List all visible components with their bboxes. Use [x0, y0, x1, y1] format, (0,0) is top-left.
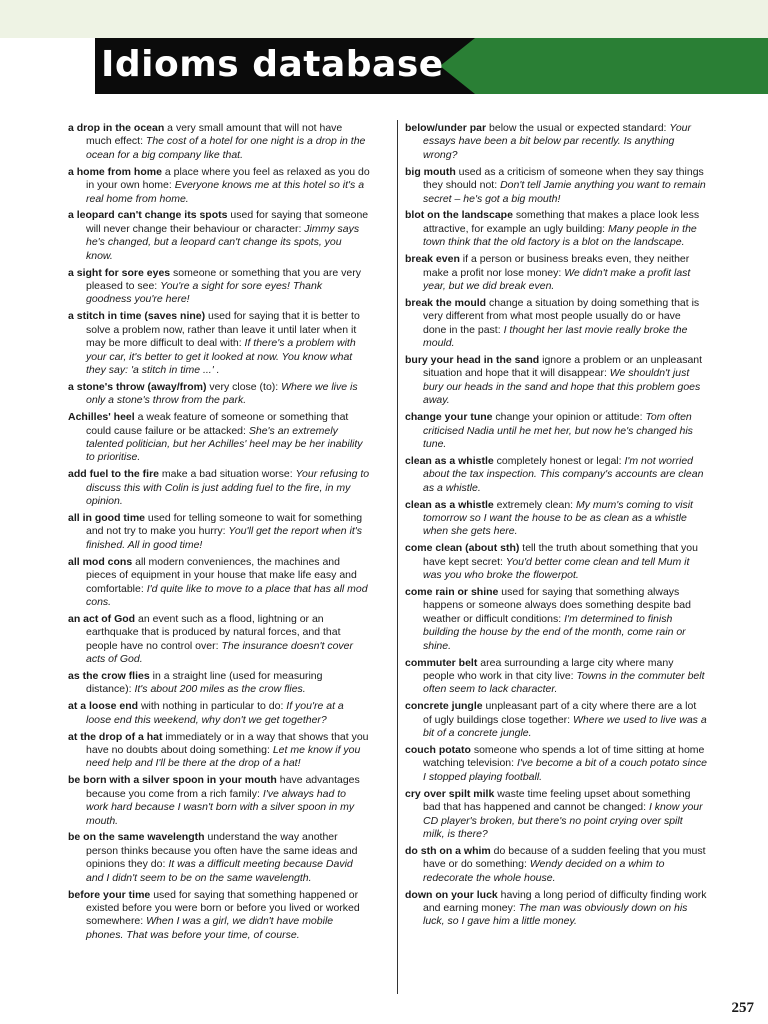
idiom-example: I've become a bit of a couch potato since I stopped playing football. [423, 757, 707, 783]
idiom-example: We didn't make a profit last year, but we did break even. [423, 266, 691, 292]
idiom-term: a home from home [68, 165, 162, 178]
idiom-term: a sight for sore eyes [68, 266, 171, 279]
idiom-entry [68, 166, 370, 206]
idiom-term: big mouth [405, 165, 456, 178]
idiom-term: come rain or shine [405, 586, 499, 598]
idiom-term: clean as a whistle [405, 454, 494, 467]
idiom-entry [405, 122, 707, 162]
idiom-term: couch potato [405, 743, 471, 756]
idiom-example: You'll get the report when it's finished. All in good time! [86, 525, 362, 551]
idiom-entry [68, 209, 370, 263]
idiom-definition: extremely clean: [493, 498, 577, 511]
idiom-definition: very close (to): [206, 380, 282, 393]
idiom-term: blot on the landscape [405, 209, 513, 222]
idiom-definition: in a straight line (used for measuring distance): [86, 669, 323, 696]
idiom-definition: used for saying that someone will never change their behaviour or character: [86, 209, 369, 235]
idiom-term: all in good time [68, 511, 146, 524]
idiom-example: When I was a girl, we didn't have mobile phones. That was before your time, of course. [86, 915, 334, 941]
idiom-entry [68, 774, 370, 828]
idiom-entry [405, 657, 707, 697]
idiom-example: It was a difficult meeting because David and I didn't seem to be on the same wavelength. [86, 858, 353, 884]
idiom-example: Many people in the town think that the old factory is a blot on the landscape. [423, 222, 697, 249]
idiom-definition: do because of a sudden feeling that you must have or do something: [423, 844, 706, 871]
idiom-example: I'd quite like to move to a place that has all mod cons. [86, 582, 368, 608]
idiom-definition: tell the truth about something that you have kept secret: [423, 542, 698, 568]
idiom-term: below/under par [405, 122, 487, 134]
idiom-definition: change your opinion or attitude: [492, 411, 646, 424]
idiom-example: Jimmy says he's changed, but a leopard can't change its spots, you know. [86, 222, 360, 262]
idiom-example: I thought her last movie really broke the mould. [423, 323, 688, 350]
idiom-definition: understand the way another person thinks because you often have the same ideas and opinions they do: [86, 831, 358, 871]
column-divider [397, 120, 398, 994]
idiom-term: as the crow flies [68, 669, 150, 682]
idiom-entry [68, 512, 370, 552]
right-column [405, 122, 707, 932]
idiom-definition: if a person or business breaks even, they neither make a profit nor lose money: [423, 253, 690, 279]
idiom-term: break the mould [405, 296, 487, 309]
idiom-entry [405, 700, 707, 740]
idiom-entry [68, 267, 370, 307]
idiom-example: My mum's coming to visit tomorrow so I want the house to be as clean as a whistle when she gets here. [423, 498, 693, 538]
idiom-example: If you're at a loose end this weekend, why don't we get together? [86, 700, 344, 726]
idiom-term: do sth on a whim [405, 844, 491, 857]
idiom-term: add fuel to the fire [68, 468, 160, 481]
idiom-definition: a weak feature of someone or something that could cause failure or be attacked: [86, 411, 349, 437]
idiom-definition: completely honest or legal: [493, 454, 625, 467]
idiom-entry [68, 731, 370, 771]
idiom-definition: used as a criticism of someone when they say things they should not: [423, 165, 704, 192]
idiom-entry [405, 297, 707, 351]
idiom-definition: something that makes a place look less attractive, for example an ugly building: [423, 209, 700, 235]
idiom-definition: having a long period of difficulty finding work and earning money: [423, 888, 707, 914]
idiom-term: cry over spilt milk [405, 787, 495, 800]
idiom-definition: with nothing in particular to do: [138, 700, 287, 713]
idiom-entry [405, 788, 707, 842]
idiom-definition: used for saying that something always happens or someone always does something despite bad weather or difficult conditions: [423, 586, 691, 625]
idiom-entry [405, 166, 707, 206]
idiom-term: before your time [68, 888, 151, 901]
idiom-term: concrete jungle [405, 700, 483, 713]
left-column [68, 122, 370, 946]
idiom-example: You'd better come clean and tell Mum it was you who broke the flowerpot. [423, 555, 690, 582]
idiom-definition: change a situation by doing something that is very different from what most people usually do or have done in the past: [423, 296, 700, 336]
idiom-term: clean as a whistle [405, 498, 494, 511]
idiom-entry [405, 411, 707, 451]
idiom-definition: unpleasant part of a city where there are a lot of ugly buildings close together: [423, 700, 697, 726]
idiom-definition: all modern conveniences, the machines and pieces of equipment in your house that make life easy and comfortable: [86, 555, 357, 595]
idiom-entry [68, 700, 370, 727]
idiom-term: at a loose end [68, 700, 139, 713]
idiom-definition: waste time feeling upset about something bad that has happened and cannot be changed: [423, 787, 691, 814]
idiom-entry [68, 556, 370, 610]
idiom-definition: immediately or in a way that shows that you have no doubts about doing something: [86, 730, 369, 756]
idiom-definition: a place where you feel as relaxed as you do in your own home: [86, 165, 370, 192]
idiom-term: commuter belt [405, 656, 478, 669]
idiom-term: at the drop of a hat [68, 730, 163, 743]
idiom-entry [405, 253, 707, 293]
idiom-example: I know your CD player's broken, but there's no point crying over spilt milk, is there? [423, 801, 703, 840]
idiom-definition: used for saying that something happened or existed before you were born or before you lived or worked somewhere: [86, 888, 360, 928]
idiom-entry [405, 889, 707, 929]
idiom-example: Tom often criticised Nadia until he met her, but now he's changed his tune. [423, 411, 693, 450]
idiom-term: an act of God [68, 612, 136, 625]
idiom-entry [405, 455, 707, 495]
idiom-entry [405, 499, 707, 539]
idiom-definition: have advantages because you come from a rich family: [86, 774, 360, 800]
idiom-entry [68, 122, 370, 162]
idiom-entry [68, 381, 370, 408]
idiom-entry [405, 209, 707, 249]
idiom-term: come clean (about sth) [405, 542, 520, 555]
idiom-definition: a very small amount that will not have much effect: [86, 122, 343, 148]
idiom-entry [405, 354, 707, 408]
idiom-entry [68, 670, 370, 697]
idiom-example: Where we used to live was a bit of a concrete jungle. [423, 713, 707, 740]
idiom-entry [68, 831, 370, 885]
idiom-entry [405, 744, 707, 784]
idiom-definition: an event such as a flood, lightning or an earthquake that is produced by natural forces, and that people have no control over: [86, 612, 341, 652]
idiom-term: a leopard can't change its spots [68, 209, 228, 222]
idiom-term: a drop in the ocean [68, 122, 165, 134]
idiom-example: Where we live is only a stone's throw from the park. [86, 380, 358, 407]
idiom-entry [68, 411, 370, 465]
idiom-example: You're a sight for sore eyes! Thank goodness you're here! [86, 279, 323, 306]
idiom-definition: used for saying that it is better to solve a problem now, rather than leave it until later when it may be more difficult to deal with: [86, 310, 360, 350]
idiom-term: bury your head in the sand [405, 354, 540, 366]
idiom-entry [405, 542, 707, 582]
header-banner [95, 38, 768, 94]
idiom-example: Wendy decided on a whim to redecorate the whole house. [423, 858, 665, 884]
idiom-term: change your tune [405, 411, 493, 424]
idiom-example: Everyone knows me at this hotel so it's a real home from home. [86, 179, 365, 205]
idiom-entry [405, 845, 707, 885]
idiom-example: Let me know if you need help and I'll be there at the drop of a hat! [86, 743, 361, 770]
idiom-example: The cost of a hotel for one night is a drop in the ocean for a big company like that. [86, 135, 366, 161]
idiom-term: a stitch in time (saves nine) [68, 310, 206, 323]
idiom-term: all mod cons [68, 555, 133, 568]
idiom-definition: someone who spends a lot of time sitting at home watching television: [423, 743, 705, 770]
idiom-definition: make a bad situation worse: [159, 468, 296, 481]
idiom-example: Don't tell Jamie anything you want to remain secret – he's got a big mouth! [423, 179, 706, 205]
idiom-example: The insurance doesn't cover acts of God. [86, 639, 354, 666]
idiom-definition: someone or something that you are very pleased to see: [86, 266, 361, 292]
page-number: 257 [731, 1000, 754, 1016]
top-band [0, 0, 768, 38]
idiom-entry [405, 586, 707, 653]
idiom-term: break even [405, 253, 460, 266]
page-title: Idioms database [101, 44, 444, 85]
idiom-example: If there's a problem with your car, it's better to get it looked at now. You know what they say: 'a stitch in time ...' . [86, 337, 356, 376]
idiom-term: be on the same wavelength [68, 831, 205, 844]
idiom-example: Towns in the commuter belt often seem to lack character. [423, 669, 705, 696]
idiom-example: We shouldn't just bury our heads in the sand and hope that this problem goes away. [423, 367, 701, 407]
idiom-definition: below the usual or expected standard: [486, 122, 670, 134]
idiom-entry [68, 889, 370, 943]
idiom-example: Your refusing to discuss this with Colin is just adding fuel to the fire, in my opinion. [86, 468, 370, 508]
idiom-term: be born with a silver spoon in your mouth [68, 774, 277, 787]
idiom-entry [68, 613, 370, 667]
idiom-term: down on your luck [405, 888, 498, 901]
idiom-example: The man was obviously down on his luck, so I gave him a little money. [423, 901, 688, 928]
idiom-definition: area surrounding a large city where many people who work in that city live: [423, 656, 674, 682]
idiom-entry [68, 468, 370, 508]
idiom-definition: used for telling someone to wait for something and not try to make you hurry: [86, 511, 363, 538]
idiom-example: I'm determined to finish building the house by the end of the month, come rain or shine. [423, 612, 686, 652]
idiom-example: She's an extremely talented politician, but her Achilles' heel may be her inability to prioritise. [86, 424, 363, 464]
idiom-definition: ignore a problem or an unpleasant situation and hope that it will disappear: [423, 354, 703, 380]
idiom-term: Achilles' heel [68, 411, 135, 424]
idiom-example: I'm not worried about the tax inspection. This company's accounts are clean as a whistle. [423, 454, 704, 494]
idiom-example: It's about 200 miles as the crow flies. [134, 683, 306, 696]
idiom-example: I've always had to work hard because I wasn't born with a silver spoon in my mouth. [86, 787, 355, 827]
idiom-term: a stone's throw (away/from) [68, 380, 207, 393]
idiom-example: Your essays have been a bit below par recently. Is anything wrong? [423, 122, 691, 161]
idiom-entry [68, 310, 370, 377]
